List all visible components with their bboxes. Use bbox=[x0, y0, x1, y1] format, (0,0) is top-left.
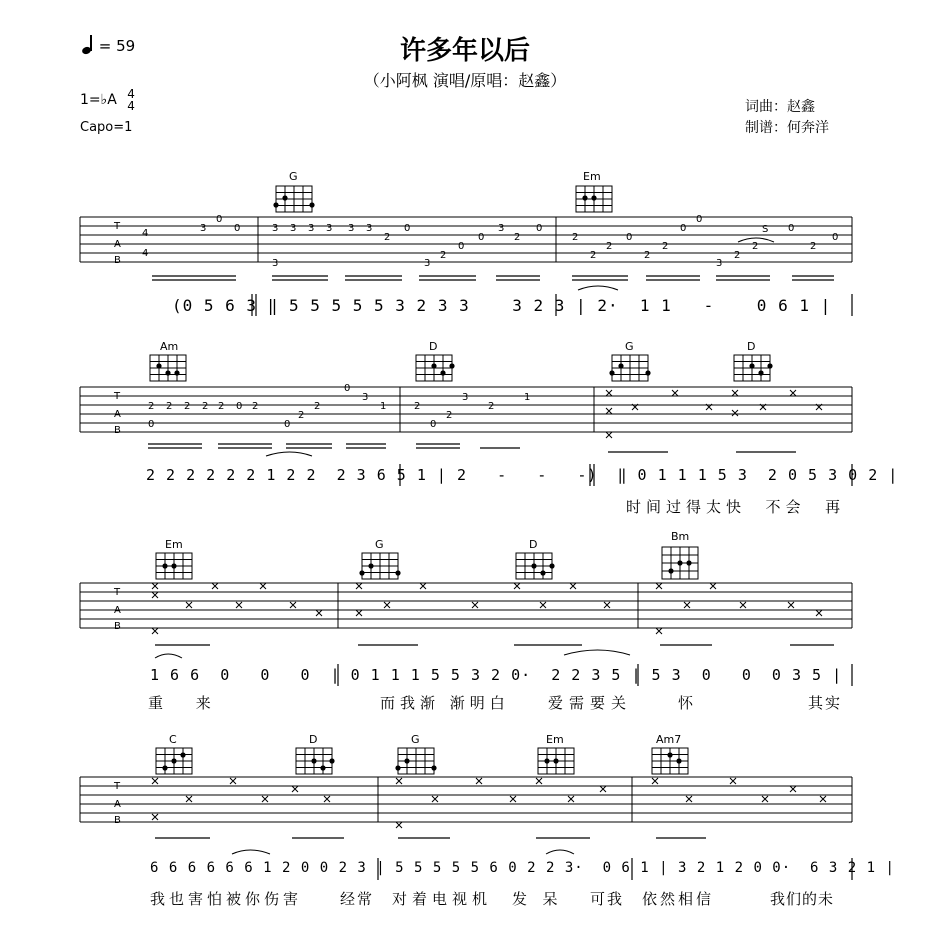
svg-text:3: 3 bbox=[200, 223, 207, 234]
svg-text:2: 2 bbox=[644, 250, 651, 261]
svg-text:A: A bbox=[114, 799, 121, 810]
svg-text:2: 2 bbox=[414, 401, 421, 412]
svg-text:0: 0 bbox=[458, 241, 465, 252]
lyrics-line-3b: 而我渐 渐明白 bbox=[380, 694, 510, 712]
chord-name: Am bbox=[160, 340, 179, 353]
svg-text:0: 0 bbox=[344, 383, 351, 394]
svg-text:2: 2 bbox=[514, 232, 521, 243]
svg-text:3: 3 bbox=[366, 223, 373, 234]
svg-text:2: 2 bbox=[488, 401, 495, 412]
svg-text:0: 0 bbox=[626, 232, 633, 243]
svg-text:2: 2 bbox=[298, 410, 305, 421]
chord-name: Em bbox=[583, 170, 601, 183]
svg-text:1: 1 bbox=[380, 401, 387, 412]
lyrics-line-3a: 重 来 bbox=[148, 694, 225, 712]
svg-text:0: 0 bbox=[216, 214, 223, 225]
svg-text:0: 0 bbox=[680, 223, 687, 234]
svg-text:3: 3 bbox=[498, 223, 505, 234]
svg-text:0: 0 bbox=[832, 232, 839, 243]
chord-name: G bbox=[411, 733, 420, 746]
chord-name: Em bbox=[546, 733, 564, 746]
chord-name: G bbox=[625, 340, 634, 353]
chord-name: Bm bbox=[671, 530, 690, 543]
svg-text:2: 2 bbox=[810, 241, 817, 252]
svg-text:3: 3 bbox=[348, 223, 355, 234]
svg-text:3: 3 bbox=[362, 392, 369, 403]
lyrics-line-4f: 依然相信 bbox=[642, 890, 715, 908]
strum-marks bbox=[152, 390, 826, 828]
lyrics-line-3c: 爱需要关 bbox=[548, 694, 633, 712]
svg-text:0: 0 bbox=[696, 214, 703, 225]
svg-text:2: 2 bbox=[184, 401, 191, 412]
svg-text:0: 0 bbox=[536, 223, 543, 234]
svg-text:2: 2 bbox=[572, 232, 579, 243]
credit-lyrics-music: 词曲：赵鑫 bbox=[745, 99, 815, 115]
svg-text:2: 2 bbox=[202, 401, 209, 412]
svg-text:2: 2 bbox=[446, 410, 453, 421]
svg-text:T: T bbox=[114, 221, 121, 232]
svg-text:S: S bbox=[762, 224, 769, 235]
svg-text:3: 3 bbox=[326, 223, 333, 234]
svg-text:2: 2 bbox=[662, 241, 669, 252]
chord-name: D bbox=[429, 340, 438, 353]
chord-name: D bbox=[529, 538, 538, 551]
svg-text:T: T bbox=[114, 391, 121, 402]
time-sig-num: 4 bbox=[127, 87, 135, 101]
svg-text:2: 2 bbox=[384, 232, 391, 243]
svg-text:3: 3 bbox=[424, 258, 431, 269]
svg-text:B: B bbox=[114, 815, 121, 826]
jianpu-line-2: 2 2 2 2 2 2 1 2 2 2 3 6 5 1 | 2 - - -) ‖ 0 1 1 1 5 3 2 0 5 3 0 2 | bbox=[146, 466, 899, 484]
svg-text:3: 3 bbox=[272, 258, 279, 269]
svg-text:3: 3 bbox=[290, 223, 297, 234]
svg-text:4: 4 bbox=[142, 248, 149, 259]
svg-text:2: 2 bbox=[752, 241, 759, 252]
svg-text:2: 2 bbox=[734, 250, 741, 261]
lyrics-line-4e: 可我 bbox=[590, 890, 625, 908]
chord-name: C bbox=[169, 733, 177, 746]
time-sig-den: 4 bbox=[127, 99, 135, 113]
chord-name: G bbox=[375, 538, 384, 551]
svg-text:0: 0 bbox=[430, 419, 437, 430]
jianpu-line-4: 6 6 6 6 6 6 1 2 0 0 2 3 | 5 5 5 5 5 6 0 2 2 3· 0 6 1 | 3 2 1 2 0 0· 6 3 2 1 | bbox=[150, 860, 895, 876]
jianpu-line-3: 1 6 6 0 0 0 | 0 1 1 1 5 5 3 2 0· 2 2 3 5 | 5 3 0 0 0 3 5 | bbox=[150, 666, 843, 684]
svg-text:2: 2 bbox=[218, 401, 225, 412]
svg-text:A: A bbox=[114, 239, 121, 250]
svg-text:A: A bbox=[114, 605, 121, 616]
svg-text:2: 2 bbox=[314, 401, 321, 412]
svg-text:2: 2 bbox=[166, 401, 173, 412]
svg-text:2: 2 bbox=[148, 401, 155, 412]
tab-staff-3 bbox=[80, 583, 852, 628]
svg-text:3: 3 bbox=[308, 223, 315, 234]
svg-text:3: 3 bbox=[272, 223, 279, 234]
lyrics-line-4g: 我们的未 bbox=[770, 890, 835, 908]
svg-text:T: T bbox=[114, 587, 121, 598]
svg-text:0: 0 bbox=[236, 401, 243, 412]
credit-transcriber: 制谱：何奔洋 bbox=[745, 120, 829, 136]
svg-text:0: 0 bbox=[234, 223, 241, 234]
chord-name: G bbox=[289, 170, 298, 183]
svg-text:2: 2 bbox=[606, 241, 613, 252]
svg-text:2: 2 bbox=[440, 250, 447, 261]
svg-text:1: 1 bbox=[524, 392, 531, 403]
lyrics-line-3d: 怀 bbox=[678, 694, 699, 712]
svg-text:A: A bbox=[114, 409, 121, 420]
chord-name: Em bbox=[165, 538, 183, 551]
svg-text:0: 0 bbox=[478, 232, 485, 243]
svg-text:B: B bbox=[114, 621, 121, 632]
svg-text:2: 2 bbox=[252, 401, 259, 412]
svg-text:3: 3 bbox=[716, 258, 723, 269]
jianpu-line-1: (0 5 6 3 ‖ 5 5 5 5 5 3 2 3 3 3 2 3 | 2· 1 1 - 0 6 1 | bbox=[172, 296, 832, 315]
lyrics-line-3e: 其实 bbox=[808, 694, 843, 712]
svg-text:B: B bbox=[114, 255, 121, 266]
chord-name: Am7 bbox=[656, 733, 682, 746]
svg-text:T: T bbox=[114, 781, 121, 792]
svg-text:B: B bbox=[114, 425, 121, 436]
key-label: 1=♭A bbox=[80, 92, 117, 108]
lyrics-line-4b: 经常 bbox=[340, 890, 375, 908]
lyrics-line-4d: 发 呆 bbox=[512, 890, 560, 908]
svg-text:2: 2 bbox=[590, 250, 597, 261]
svg-text:0: 0 bbox=[284, 419, 291, 430]
lyrics-line-4c: 对着电视机 bbox=[392, 890, 493, 908]
svg-text:0: 0 bbox=[148, 419, 155, 430]
svg-text:0: 0 bbox=[788, 223, 795, 234]
chord-name: D bbox=[747, 340, 756, 353]
lyrics-line-2: 时间过得太快 不会 再 bbox=[626, 498, 846, 516]
svg-text:4: 4 bbox=[142, 228, 149, 239]
chord-name: D bbox=[309, 733, 318, 746]
svg-text:0: 0 bbox=[404, 223, 411, 234]
lyrics-line-4a: 我也害怕被你伤害 bbox=[150, 890, 303, 908]
capo-marking: Capo=1 bbox=[80, 120, 133, 135]
tempo-value: = 59 bbox=[98, 37, 136, 55]
song-subtitle: （小阿枫 演唱/原唱：赵鑫） bbox=[363, 71, 567, 90]
svg-text:3: 3 bbox=[462, 392, 469, 403]
song-title: 许多年以后 bbox=[399, 36, 530, 66]
